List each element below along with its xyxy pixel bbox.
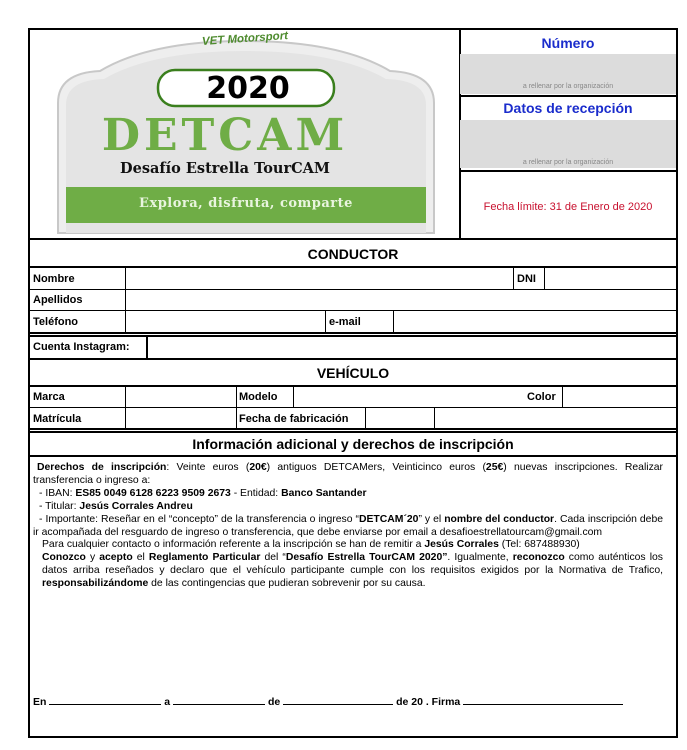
email-field[interactable] xyxy=(394,311,676,331)
nombre-field[interactable] xyxy=(126,268,512,288)
iban-value: ES85 0049 6128 6223 9509 2673 xyxy=(75,487,231,499)
col-rule xyxy=(325,311,326,332)
recepcion-bottom-rule xyxy=(459,170,677,172)
logo-year: 2020 xyxy=(206,71,290,106)
info-text: del “ xyxy=(260,552,286,564)
info-text: de las contingencias que pudieran sobrevenir por su causa. xyxy=(148,578,426,590)
marca-label: Marca xyxy=(33,391,65,403)
col-rule xyxy=(236,386,237,428)
org-name: VET Motorsport xyxy=(201,30,289,48)
info-price: 25€ xyxy=(485,462,504,473)
logo-subtitle: Desafío Estrella TourCAM xyxy=(120,160,330,177)
sign-de: de xyxy=(267,696,281,708)
conductor-header: CONDUCTOR xyxy=(307,246,399,262)
info-bold: nombre del conductor xyxy=(444,513,555,525)
col-rule xyxy=(513,267,514,289)
info-bold: Conozco xyxy=(42,552,86,564)
info-text: . Cada inscripción debe ir acompañada del resguardo de ingreso o transferencia, que debe enviarse por email a desafioestrellatourcam@gmail.com xyxy=(33,513,664,538)
sign-de20: de 20 xyxy=(396,696,423,708)
email-label: e-mail xyxy=(329,316,361,328)
info-text: - Importante: Reseñar en el “concepto” de la transferencia o ingreso “ xyxy=(39,513,359,525)
logo-title: DETCAM xyxy=(101,110,349,161)
apellidos-field[interactable] xyxy=(126,290,676,309)
telefono-field[interactable] xyxy=(126,311,324,331)
instagram-label: Cuenta Instagram: xyxy=(33,341,130,353)
instagram-bottom-rule xyxy=(29,358,677,360)
marca-field[interactable] xyxy=(126,387,235,406)
color-field[interactable] xyxy=(563,387,676,406)
info-text: Para cualquier contacto o información referente a la inscripción se han de remitir a xyxy=(42,539,425,551)
matricula-field[interactable] xyxy=(126,408,235,427)
instagram-divider xyxy=(146,335,148,359)
info-text: ” y el xyxy=(418,513,445,525)
col-rule xyxy=(434,408,435,428)
info-text: - IBAN: xyxy=(39,487,76,499)
info-text: - Entidad: xyxy=(230,487,282,499)
entidad-value: Banco Santander xyxy=(281,487,367,499)
contact-name: Jesús Corrales xyxy=(424,539,499,551)
info-text: ) nuevas inscripciones. Realizar transferencia o ingreso a: xyxy=(33,462,664,486)
logo-slogan: Explora, disfruta, comparte xyxy=(139,196,353,211)
info-text: . Igualmente, xyxy=(447,552,513,564)
signature-line xyxy=(33,694,623,708)
info-p1-label: Derechos de inscripción xyxy=(37,462,167,473)
info-header: Información adicional y derechos de inscripción xyxy=(192,436,514,452)
info-bold: Desafío Estrella TourCAM 2020” xyxy=(285,552,448,564)
fecha-fabricacion-field[interactable] xyxy=(366,408,433,427)
fecha-fabricacion-label: Fecha de fabricación xyxy=(239,413,349,425)
vehiculo-header: VEHÍCULO xyxy=(316,365,390,381)
numero-note: a rellenar por la organización xyxy=(522,83,614,90)
sign-firma-field[interactable] xyxy=(463,694,623,705)
row-rule xyxy=(29,428,677,430)
deadline-text: Fecha límite: 31 de Enero de 2020 xyxy=(483,201,653,213)
info-bold: Reglamento Particular xyxy=(148,552,261,564)
sign-a: a xyxy=(164,696,171,708)
info-bold: responsabilizándome xyxy=(42,578,149,590)
info-bold: acepto xyxy=(99,552,133,564)
modelo-field[interactable] xyxy=(294,387,520,406)
sign-place-field[interactable] xyxy=(49,694,161,705)
sign-en: En xyxy=(33,696,47,708)
instagram-field[interactable] xyxy=(149,337,676,357)
info-text: el xyxy=(132,552,149,564)
recepcion-label: Datos de recepción xyxy=(503,100,633,116)
info-price: 20€ xyxy=(249,462,267,473)
matricula-label: Matrícula xyxy=(33,413,82,425)
row-rule xyxy=(29,332,677,334)
info-text: (Tel: 687488930) xyxy=(498,539,580,551)
modelo-label: Modelo xyxy=(239,391,278,403)
info-text: - Titular: xyxy=(39,500,80,512)
sign-firma: . Firma xyxy=(425,696,461,708)
info-text: : Veinte euros ( xyxy=(166,462,250,473)
numero-label: Número xyxy=(541,35,595,51)
numero-bottom-rule xyxy=(459,95,677,97)
header-bottom-rule xyxy=(29,238,677,240)
info-text: y xyxy=(85,552,100,564)
apellidos-label: Apellidos xyxy=(33,294,83,306)
transfer-code: DETCAM´20 xyxy=(359,513,419,525)
sign-month-field[interactable] xyxy=(283,694,393,705)
info-text: ) antiguos DETCAMers, Veinticinco euros ( xyxy=(266,462,486,473)
nombre-label: Nombre xyxy=(33,273,75,285)
info-text: como auténticos los datos arriba reseñados y declaro que el vehículo participante cumple con los requisitos exigidos por la Normativa de Trafico, xyxy=(42,552,663,577)
dni-field[interactable] xyxy=(545,268,676,288)
recepcion-note: a rellenar por la organización xyxy=(522,159,614,166)
info-bold: reconozco xyxy=(512,552,565,564)
color-label: Color xyxy=(527,391,556,403)
titular-value: Jesús Corrales Andreu xyxy=(79,500,193,512)
sign-day-field[interactable] xyxy=(173,694,265,705)
info-body xyxy=(33,462,663,591)
info-top-rule xyxy=(29,431,677,433)
info-header-rule xyxy=(29,455,677,457)
dni-label: DNI xyxy=(517,273,536,285)
telefono-label: Teléfono xyxy=(33,316,79,328)
